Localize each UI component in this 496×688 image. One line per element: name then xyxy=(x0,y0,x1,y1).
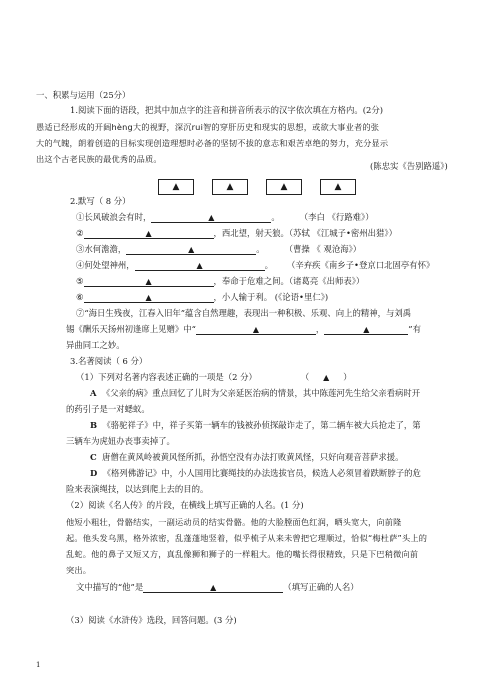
sub2-answer: 文中描写的“他”是 ▲ （填写正确的人名） xyxy=(76,582,359,592)
recitation-item: ③水何澹澹， ▲ 。 （曹操 《 观沧海》） xyxy=(76,244,362,254)
q2-title: 2.默写（ 8 分） xyxy=(70,196,131,206)
page-number: 1 xyxy=(36,661,41,669)
q1-passage-line: 大的气魄，朗着创造的目标实现创造理想时必备的坚韧不拔的意志和艰苦卓绝的努力，充分显示 xyxy=(36,138,389,148)
option-b[interactable]: B 《骆驼祥子》中，祥子买第一辆车的钱被孙侦探敲诈走了，第二辆车被大兵抢走了，第 xyxy=(90,420,421,430)
fill-blank[interactable]: ▲ xyxy=(84,293,214,303)
fill-blank[interactable]: ▲ xyxy=(84,229,214,239)
recitation-item-7-cont: 锡《酬乐天扬州初逢席上见赠》中“ ▲ ， ▲ ”有 xyxy=(66,324,421,334)
recitation-item-7-end: 异曲同工之妙。 xyxy=(66,340,125,350)
recitation-item: ①长风破浪会有时， ▲ 。 （李白 《行路难》） xyxy=(76,212,374,222)
answer-box[interactable]: ▲ xyxy=(158,179,194,195)
q1-prompt: 1.阅读下面的语段，把其中加点字的注音和拼音所表示的汉字依次填在方格内。(2分) xyxy=(70,105,383,115)
answer-marker[interactable]: ▲ xyxy=(323,373,330,382)
section-title: 一、积累与运用（25分） xyxy=(36,90,131,100)
q1-passage-line: 愚适已经形成的开阔hèng大的视野，深沉rui智的穿肝历史和现实的思想，或欲大事业者的张 xyxy=(36,122,380,132)
option-d[interactable]: D 《格列佛游记》中，小人国用比赛绳技的办法选拔官员，候选人必须冒着跌断脖子的危 xyxy=(90,468,421,478)
recitation-item: ⑥ ▲ ，小人输于利。 (《论语•里仁》) xyxy=(76,292,329,302)
option-d-cont: 险来表演绳技，以达到爬上去的目的。 xyxy=(66,484,209,494)
q1-source: (陈忠实《告别路遥》) xyxy=(370,161,448,171)
option-c[interactable]: C 唐僧在黄风岭被黄风怪所抓，孙悟空没有办法打败黄风怪，只好向观音菩萨求援。 xyxy=(90,452,404,462)
recitation-item: ④何处望神州， ▲ 。 （辛弃疾《南乡子•登京口北固亭有怀》 xyxy=(76,260,435,270)
sub2-passage-line: 乱蛇。他的鼻子又短又方，真乱像狮和狮子的一样粗大。他的嘴长得很精致，只是下巴稍微向前 xyxy=(66,549,419,559)
sub2-passage-line: 突出。 xyxy=(66,565,92,575)
answer-box[interactable]: ▲ xyxy=(266,179,302,195)
q3-sub1: （1）下列对名著内容表述正确的一项是（2 分） （ ▲ ） xyxy=(76,372,352,382)
q3-sub3: （3）阅读《水浒传》选段，回答问题。(3 分) xyxy=(66,615,237,625)
recitation-item: ② ▲ ，西北望，射天狼。（苏轼 《江城子•密州出猎》） xyxy=(76,228,397,238)
fill-blank[interactable]: ▲ xyxy=(84,277,214,287)
sub2-passage-line: 他短小粗壮，骨骼结实，一副运动员的结实骨骼。他的大脸膛面色红润，晒头宽大，向前隆 xyxy=(66,517,402,527)
fill-blank[interactable]: ▲ xyxy=(324,325,408,335)
option-a[interactable]: A 《父亲的病》重点回忆了儿时为父亲延医治病的情景，其中陈莲河先生给父亲看病时开 xyxy=(90,388,421,398)
option-a-cont: 的药引子是一对蟋蚁。 xyxy=(66,404,150,414)
fill-blank[interactable]: ▲ xyxy=(196,325,316,335)
answer-box[interactable]: ▲ xyxy=(320,179,356,195)
fill-blank[interactable]: ▲ xyxy=(126,245,256,255)
recitation-item-7: ⑦“海日生残夜，江春入旧年”蕴含自然理趣，表现出一种积极、乐观、向上的精神，与刘禹 xyxy=(76,308,412,318)
q1-passage-line: 出这个古老民族的最优秀的品质。 xyxy=(36,154,162,164)
option-b-cont: 三辆车为虎妞办丧事卖掉了。 xyxy=(66,436,175,446)
q3-title: 3.名著阅读（ 6 分） xyxy=(70,356,148,366)
answer-box[interactable]: ▲ xyxy=(212,179,248,195)
fill-blank[interactable]: ▲ xyxy=(151,213,271,223)
sub2-passage-line: 起。他头发乌黑，格外浓密，乱蓬蓬地竖着，似乎梳子从来未曾把它理顺过，恰似“梅杜萨”头上的 xyxy=(66,533,428,543)
fill-blank[interactable]: ▲ xyxy=(143,583,283,593)
q3-sub2: （2）阅读《名人传》的片段，在横线上填写正确的人名。(1 分) xyxy=(66,500,304,510)
fill-blank[interactable]: ▲ xyxy=(135,261,265,271)
recitation-item: ⑤ ▲ ，奉命于危难之间。（诸葛亮《出师表》） xyxy=(76,276,365,286)
